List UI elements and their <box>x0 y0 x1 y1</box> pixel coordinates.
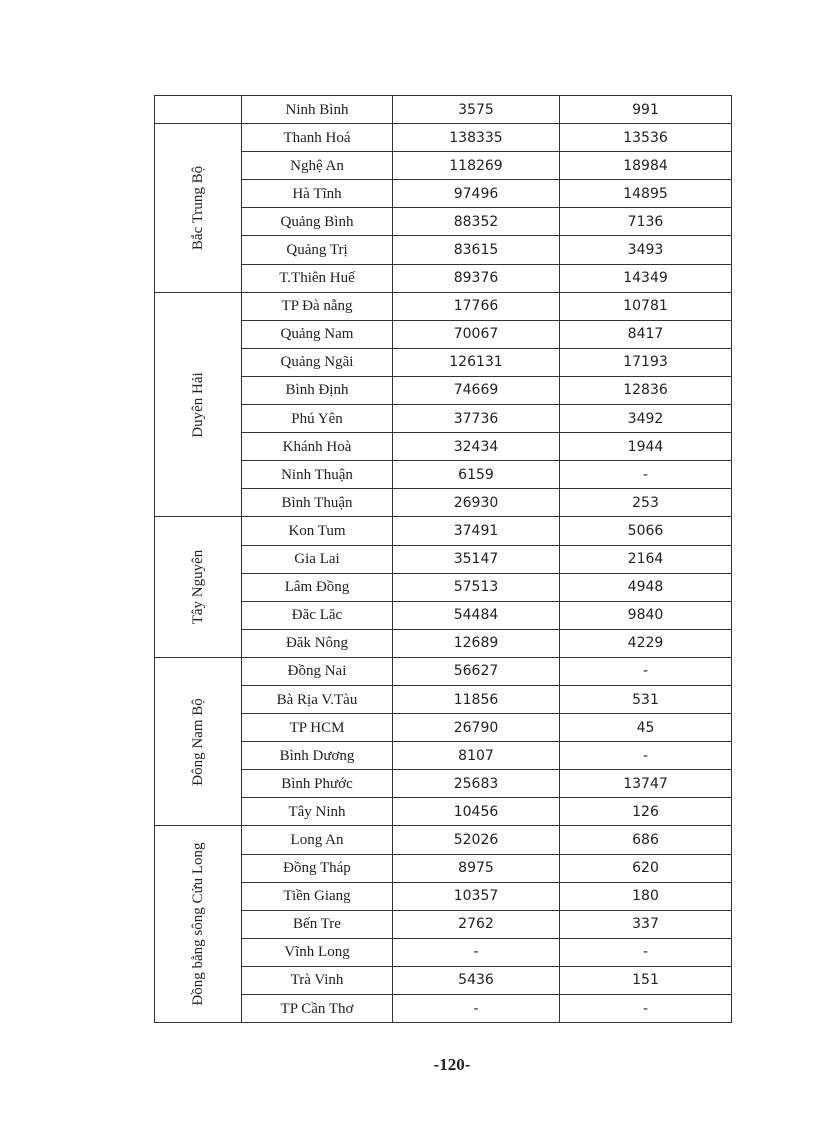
region-cell <box>155 826 242 1023</box>
province-name-cell: Đồng Nai <box>242 657 393 685</box>
region-label: Tây Nguyên <box>190 549 206 625</box>
province-name-cell: Bình Dương <box>242 742 393 770</box>
value-1-cell: - <box>393 938 560 966</box>
table-row <box>155 124 732 152</box>
value-1-cell: 52026 <box>393 826 560 854</box>
value-2-cell: - <box>560 742 732 770</box>
province-name-cell: Tây Ninh <box>242 798 393 826</box>
value-1-cell: 26790 <box>393 714 560 742</box>
value-1-cell: 32434 <box>393 433 560 461</box>
value-2-cell: 2164 <box>560 545 732 573</box>
value-1-cell: 8107 <box>393 742 560 770</box>
province-name-cell: Long An <box>242 826 393 854</box>
region-cell <box>155 657 242 826</box>
value-2-cell: 45 <box>560 714 732 742</box>
value-2-cell: 14349 <box>560 264 732 292</box>
region-cell <box>155 517 242 657</box>
province-name-cell: Phú Yên <box>242 405 393 433</box>
province-name-cell: Đồng Tháp <box>242 854 393 882</box>
value-1-cell: 56627 <box>393 657 560 685</box>
table-row <box>155 657 732 685</box>
value-2-cell: 9840 <box>560 601 732 629</box>
region-label: Bắc Trung Bộ <box>190 165 206 250</box>
province-name-cell: Ninh Bình <box>242 96 393 124</box>
province-name-cell: Vĩnh Long <box>242 938 393 966</box>
province-name-cell: Khánh Hoà <box>242 433 393 461</box>
value-1-cell: 12689 <box>393 629 560 657</box>
value-1-cell: 25683 <box>393 770 560 798</box>
value-2-cell: 8417 <box>560 320 732 348</box>
table-row <box>155 96 732 124</box>
province-name-cell: Đăk Nông <box>242 629 393 657</box>
value-1-cell: 126131 <box>393 348 560 376</box>
value-2-cell: 5066 <box>560 517 732 545</box>
value-2-cell: 180 <box>560 882 732 910</box>
value-1-cell: 2762 <box>393 910 560 938</box>
province-name-cell: Thanh Hoá <box>242 124 393 152</box>
region-label: Duyên Hải <box>190 371 206 438</box>
province-name-cell: Bà Rịa V.Tàu <box>242 685 393 713</box>
value-2-cell: - <box>560 657 732 685</box>
value-1-cell: 26930 <box>393 489 560 517</box>
value-2-cell: 3492 <box>560 405 732 433</box>
value-2-cell: 12836 <box>560 376 732 404</box>
province-name-cell: Bình Định <box>242 376 393 404</box>
value-2-cell: 14895 <box>560 180 732 208</box>
value-1-cell: 88352 <box>393 208 560 236</box>
value-1-cell: 17766 <box>393 292 560 320</box>
province-name-cell: Bình Phước <box>242 770 393 798</box>
value-2-cell: 13536 <box>560 124 732 152</box>
value-1-cell: 8975 <box>393 854 560 882</box>
value-1-cell: 37491 <box>393 517 560 545</box>
value-1-cell: 89376 <box>393 264 560 292</box>
value-2-cell: 620 <box>560 854 732 882</box>
table-body <box>155 96 732 1023</box>
value-1-cell: 54484 <box>393 601 560 629</box>
page-number: -120- <box>433 1055 471 1074</box>
province-name-cell: Quảng Ngãi <box>242 348 393 376</box>
province-name-cell: Đăc Lăc <box>242 601 393 629</box>
value-1-cell: 10456 <box>393 798 560 826</box>
province-name-cell: Quảng Trị <box>242 236 393 264</box>
table-row <box>155 517 732 545</box>
value-2-cell: 126 <box>560 798 732 826</box>
value-1-cell: 138335 <box>393 124 560 152</box>
value-1-cell: 10357 <box>393 882 560 910</box>
value-1-cell: 70067 <box>393 320 560 348</box>
table-row <box>155 826 732 854</box>
value-2-cell: 13747 <box>560 770 732 798</box>
value-2-cell: - <box>560 461 732 489</box>
value-2-cell: 337 <box>560 910 732 938</box>
value-2-cell: 3493 <box>560 236 732 264</box>
province-name-cell: Bình Thuận <box>242 489 393 517</box>
value-2-cell: 7136 <box>560 208 732 236</box>
value-1-cell: 3575 <box>393 96 560 124</box>
value-1-cell: 97496 <box>393 180 560 208</box>
province-name-cell: TP Đà nẵng <box>242 292 393 320</box>
table-row <box>155 292 732 320</box>
value-2-cell: 17193 <box>560 348 732 376</box>
value-2-cell: 10781 <box>560 292 732 320</box>
province-name-cell: Lâm Đồng <box>242 573 393 601</box>
value-2-cell: 4948 <box>560 573 732 601</box>
value-1-cell: 118269 <box>393 152 560 180</box>
province-name-cell: Hà Tĩnh <box>242 180 393 208</box>
province-name-cell: Quảng Bình <box>242 208 393 236</box>
value-2-cell: 991 <box>560 96 732 124</box>
province-name-cell: TP Cần Thơ <box>242 995 393 1023</box>
region-cell <box>155 124 242 293</box>
value-1-cell: 5436 <box>393 966 560 994</box>
value-2-cell: 18984 <box>560 152 732 180</box>
value-1-cell: 35147 <box>393 545 560 573</box>
value-1-cell: 6159 <box>393 461 560 489</box>
value-2-cell: 1944 <box>560 433 732 461</box>
value-1-cell: 11856 <box>393 685 560 713</box>
region-label: Đồng bằng sông Cửu Long <box>190 842 206 1006</box>
value-1-cell: 57513 <box>393 573 560 601</box>
value-1-cell: 74669 <box>393 376 560 404</box>
province-name-cell: Bến Tre <box>242 910 393 938</box>
province-name-cell: TP HCM <box>242 714 393 742</box>
value-2-cell: 531 <box>560 685 732 713</box>
province-name-cell: Ninh Thuận <box>242 461 393 489</box>
value-2-cell: 686 <box>560 826 732 854</box>
value-1-cell: 37736 <box>393 405 560 433</box>
province-name-cell: Quảng Nam <box>242 320 393 348</box>
value-2-cell: 4229 <box>560 629 732 657</box>
value-2-cell: - <box>560 938 732 966</box>
province-name-cell: T.Thiên Huế <box>242 264 393 292</box>
value-2-cell: - <box>560 995 732 1023</box>
value-1-cell: 83615 <box>393 236 560 264</box>
province-name-cell: Gia Lai <box>242 545 393 573</box>
province-data-table <box>154 95 732 1023</box>
province-name-cell: Kon Tum <box>242 517 393 545</box>
province-name-cell: Trà Vinh <box>242 966 393 994</box>
region-label: Đông Nam Bộ <box>190 697 206 786</box>
value-1-cell: - <box>393 995 560 1023</box>
value-2-cell: 151 <box>560 966 732 994</box>
province-name-cell: Tiền Giang <box>242 882 393 910</box>
value-2-cell: 253 <box>560 489 732 517</box>
province-name-cell: Nghệ An <box>242 152 393 180</box>
region-cell <box>155 292 242 517</box>
region-cell <box>155 96 242 124</box>
